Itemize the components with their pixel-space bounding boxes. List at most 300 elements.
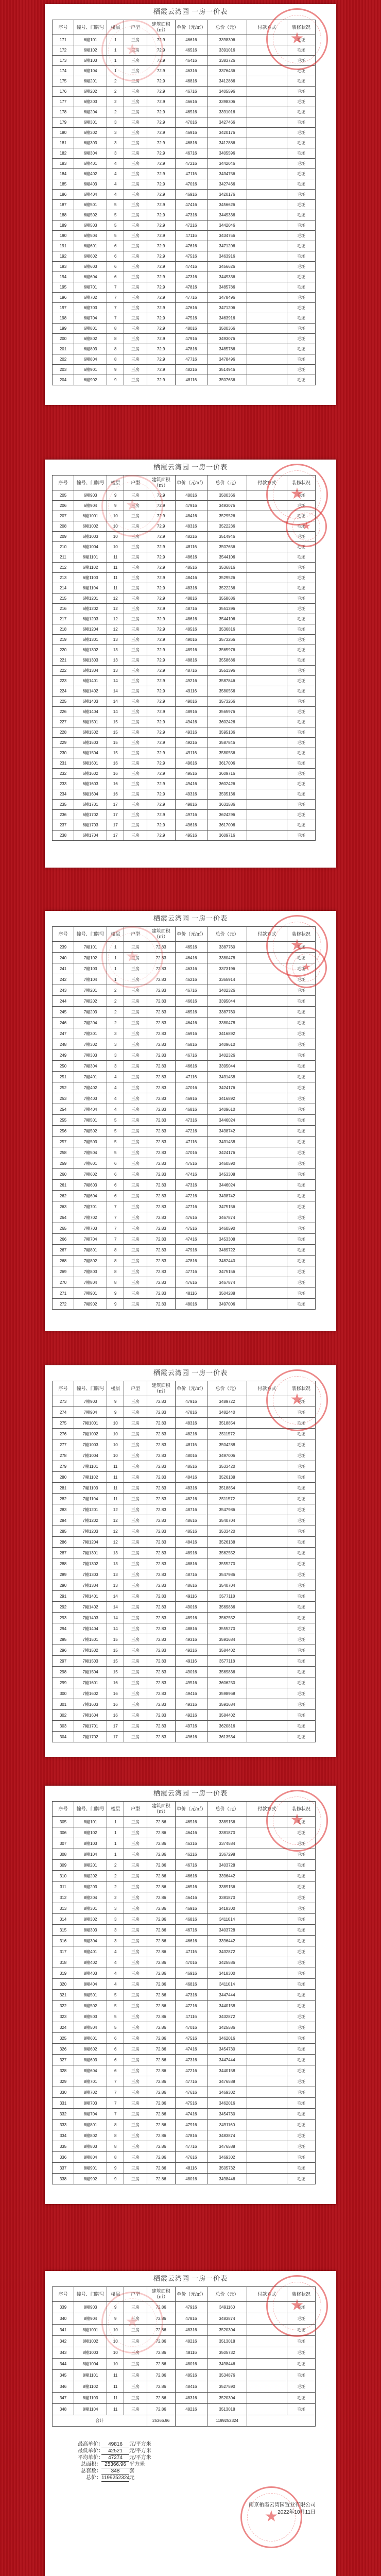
table-cell: 8 bbox=[107, 1245, 124, 1256]
table-cell: 6幢601 bbox=[74, 241, 107, 251]
table-cell bbox=[247, 1039, 287, 1050]
table-cell: 5 bbox=[107, 2022, 124, 2033]
table-cell: 3534876 bbox=[207, 2370, 247, 2381]
table-cell: 72.83 bbox=[147, 1667, 175, 1677]
table-cell: 毛坯 bbox=[287, 655, 315, 666]
column-header: 单价（元/㎡） bbox=[175, 476, 207, 490]
table-cell: 3471206 bbox=[207, 303, 247, 313]
table-cell: 3373196 bbox=[207, 963, 247, 974]
table-cell: 7幢1001 bbox=[74, 1418, 107, 1429]
table-cell: 8幢104 bbox=[74, 1849, 107, 1860]
table-cell: 3396442 bbox=[207, 1871, 247, 1882]
table-cell: 3380478 bbox=[207, 953, 247, 963]
table-cell: 3456626 bbox=[207, 262, 247, 272]
table-cell: 3491160 bbox=[207, 2302, 247, 2313]
table-cell: 8幢1104 bbox=[74, 2404, 107, 2415]
table-cell: 281 bbox=[53, 1483, 74, 1494]
table-row bbox=[53, 1569, 316, 1580]
table-cell: 72.86 bbox=[147, 2141, 175, 2152]
table-cell: 7幢403 bbox=[74, 1093, 107, 1104]
table-cell: 3427466 bbox=[207, 117, 247, 128]
summary-line bbox=[78, 2461, 151, 2468]
table-cell: 三房 bbox=[124, 748, 147, 758]
table-cell: 49616 bbox=[175, 1732, 207, 1742]
table-cell bbox=[247, 2087, 287, 2098]
table-cell: 7幢1502 bbox=[74, 1645, 107, 1656]
table-cell: 250 bbox=[53, 1061, 74, 1072]
table-cell: 46716 bbox=[175, 1925, 207, 1936]
table-cell: 3527590 bbox=[207, 2381, 247, 2393]
table-row bbox=[53, 262, 316, 272]
table-cell bbox=[247, 1461, 287, 1472]
table-cell: 6幢1501 bbox=[74, 717, 107, 727]
table-cell: 毛坯 bbox=[287, 1602, 315, 1613]
table-cell: 三房 bbox=[124, 117, 147, 128]
table-cell: 47316 bbox=[175, 1990, 207, 2001]
table-cell: 三房 bbox=[124, 1860, 147, 1871]
table-cell: 5 bbox=[107, 1115, 124, 1126]
table-cell: 49016 bbox=[175, 1602, 207, 1613]
column-header: 单价（元/㎡） bbox=[175, 20, 207, 35]
table-cell: 72.86 bbox=[147, 1882, 175, 1892]
table-cell: 7 bbox=[107, 1201, 124, 1212]
table-cell: 三房 bbox=[124, 2313, 147, 2325]
table-cell: 198 bbox=[53, 313, 74, 324]
table-cell: 343 bbox=[53, 2347, 74, 2359]
table-cell: 6 bbox=[107, 1169, 124, 1180]
table-cell bbox=[247, 1201, 287, 1212]
table-cell: 毛坯 bbox=[287, 1677, 315, 1688]
total-cell bbox=[247, 2415, 316, 2427]
table-cell: 9 bbox=[107, 2163, 124, 2174]
summary-label: 最高单价： bbox=[78, 2442, 103, 2447]
table-cell: 7幢1002 bbox=[74, 1429, 107, 1439]
table-cell bbox=[247, 1721, 287, 1732]
table-cell: 三房 bbox=[124, 35, 147, 45]
table-cell: 毛坯 bbox=[287, 1169, 315, 1180]
table-cell: 3389156 bbox=[207, 1882, 247, 1892]
column-header: 付款方式 bbox=[247, 927, 287, 942]
table-cell: 8幢504 bbox=[74, 2022, 107, 2033]
table-cell: 三房 bbox=[124, 707, 147, 717]
table-cell bbox=[247, 800, 287, 810]
table-cell bbox=[247, 1569, 287, 1580]
table-cell: 47316 bbox=[175, 272, 207, 282]
table-cell: 323 bbox=[53, 2011, 74, 2022]
table-cell: 7幢902 bbox=[74, 1299, 107, 1310]
table-cell bbox=[247, 128, 287, 138]
table-cell: 49216 bbox=[175, 738, 207, 748]
table-row bbox=[53, 1946, 316, 1957]
table-cell: 309 bbox=[53, 1860, 74, 1871]
table-cell bbox=[247, 1072, 287, 1082]
table-cell: 49816 bbox=[175, 800, 207, 810]
table-cell: 3507656 bbox=[207, 542, 247, 552]
table-cell: 三房 bbox=[124, 686, 147, 697]
table-row bbox=[53, 2087, 316, 2098]
table-row bbox=[53, 1602, 316, 1613]
table-cell: 298 bbox=[53, 1667, 74, 1677]
table-cell: 72.9 bbox=[147, 717, 175, 727]
table-cell: 三房 bbox=[124, 303, 147, 313]
table-cell: 329 bbox=[53, 2076, 74, 2087]
table-cell: 3 bbox=[107, 117, 124, 128]
table-cell: 336 bbox=[53, 2152, 74, 2163]
table-row bbox=[53, 1548, 316, 1558]
table-cell: 46816 bbox=[175, 1039, 207, 1050]
table-cell: 7幢304 bbox=[74, 1061, 107, 1072]
table-cell: 72.9 bbox=[147, 303, 175, 313]
table-cell: 229 bbox=[53, 738, 74, 748]
table-cell: 三房 bbox=[124, 604, 147, 614]
table-cell: 三房 bbox=[124, 1072, 147, 1082]
table-cell: 3513018 bbox=[207, 2336, 247, 2347]
table-cell: 8幢403 bbox=[74, 1968, 107, 1979]
table-row bbox=[53, 2336, 316, 2347]
table-cell bbox=[247, 354, 287, 365]
table-cell: 9 bbox=[107, 1299, 124, 1310]
table-cell bbox=[247, 1526, 287, 1537]
table-cell: 3507656 bbox=[207, 375, 247, 385]
table-cell bbox=[247, 2347, 287, 2359]
table-cell: 6幢402 bbox=[74, 169, 107, 179]
table-cell: 3 bbox=[107, 1903, 124, 1914]
table-cell: 3551396 bbox=[207, 604, 247, 614]
table-cell: 三房 bbox=[124, 1245, 147, 1256]
table-cell: 6幢801 bbox=[74, 324, 107, 334]
table-row bbox=[53, 1137, 316, 1147]
table-cell: 三房 bbox=[124, 1147, 147, 1158]
table-cell: 48616 bbox=[175, 614, 207, 624]
table-row bbox=[53, 1860, 316, 1871]
table-cell: 3 bbox=[107, 138, 124, 148]
table-cell: 3617006 bbox=[207, 758, 247, 769]
price-table bbox=[52, 1381, 316, 1742]
table-cell: 8幢702 bbox=[74, 2087, 107, 2098]
table-cell: 3475156 bbox=[207, 1266, 247, 1277]
table-cell: 248 bbox=[53, 1039, 74, 1050]
table-cell: 3365914 bbox=[207, 974, 247, 985]
table-cell: 72.9 bbox=[147, 375, 175, 385]
column-header: 付款方式 bbox=[247, 20, 287, 35]
table-row bbox=[53, 2055, 316, 2065]
table-cell: 毛坯 bbox=[287, 779, 315, 789]
column-header: 单价（元/㎡） bbox=[175, 927, 207, 942]
table-cell: 三房 bbox=[124, 169, 147, 179]
column-header: 幢号、门牌号 bbox=[74, 1381, 107, 1396]
sheet-title: 栖霞云湾园 一房一价表 bbox=[153, 463, 228, 471]
table-cell: 8幢404 bbox=[74, 1979, 107, 1990]
table-row bbox=[53, 1277, 316, 1288]
table-cell bbox=[247, 251, 287, 262]
table-cell: 三房 bbox=[124, 2141, 147, 2152]
table-cell: 72.83 bbox=[147, 1039, 175, 1050]
table-row bbox=[53, 324, 316, 334]
table-cell: 毛坯 bbox=[287, 2313, 315, 2325]
table-cell: 6幢1101 bbox=[74, 552, 107, 563]
seal-stamp bbox=[101, 475, 163, 537]
table-cell: 8幢103 bbox=[74, 1838, 107, 1849]
table-cell: 72.83 bbox=[147, 1461, 175, 1472]
table-cell bbox=[247, 1591, 287, 1602]
table-cell: 毛坯 bbox=[287, 56, 315, 66]
sheet-title: 栖霞云湾园 一房一价表 bbox=[153, 1789, 228, 1797]
table-cell: 6幢1103 bbox=[74, 573, 107, 583]
table-cell: 72.83 bbox=[147, 1266, 175, 1277]
column-header: 幢号、门牌号 bbox=[74, 476, 107, 490]
table-cell: 47216 bbox=[175, 159, 207, 169]
table-cell: 3416892 bbox=[207, 1093, 247, 1104]
table-cell: 47416 bbox=[175, 1234, 207, 1245]
table-cell: 72.86 bbox=[147, 2076, 175, 2087]
table-cell: 7幢202 bbox=[74, 996, 107, 1007]
table-cell: 3569836 bbox=[207, 1602, 247, 1613]
table-cell: 三房 bbox=[124, 2152, 147, 2163]
table-cell: 260 bbox=[53, 1169, 74, 1180]
total-row bbox=[53, 2415, 316, 2427]
table-cell: 46716 bbox=[175, 985, 207, 996]
table-cell bbox=[247, 1892, 287, 1903]
table-cell: 三房 bbox=[124, 645, 147, 655]
table-cell: 195 bbox=[53, 282, 74, 293]
table-cell bbox=[247, 1494, 287, 1504]
table-cell bbox=[247, 87, 287, 97]
table-cell: 72.83 bbox=[147, 1396, 175, 1407]
table-cell: 3500366 bbox=[207, 324, 247, 334]
table-cell: 6幢504 bbox=[74, 231, 107, 241]
table-cell: 毛坯 bbox=[287, 1990, 315, 2001]
table-cell: 290 bbox=[53, 1580, 74, 1591]
table-cell: 10 bbox=[107, 2359, 124, 2370]
table-cell: 47616 bbox=[175, 241, 207, 251]
table-cell: 72.83 bbox=[147, 1288, 175, 1299]
table-cell bbox=[247, 789, 287, 800]
table-cell: 三房 bbox=[124, 963, 147, 974]
table-cell: 6幢502 bbox=[74, 210, 107, 221]
table-cell: 3402326 bbox=[207, 985, 247, 996]
table-cell: 214 bbox=[53, 583, 74, 594]
table-cell: 毛坯 bbox=[287, 942, 315, 953]
table-cell: 47316 bbox=[175, 2055, 207, 2065]
table-cell: 72.83 bbox=[147, 942, 175, 953]
table-row bbox=[53, 697, 316, 707]
table-cell: 3505732 bbox=[207, 2163, 247, 2174]
table-cell: 72.9 bbox=[147, 272, 175, 282]
table-row bbox=[53, 1472, 316, 1483]
column-header: 装修状况 bbox=[287, 1381, 315, 1396]
table-cell: 12 bbox=[107, 614, 124, 624]
table-cell: 5 bbox=[107, 210, 124, 221]
table-cell: 72.83 bbox=[147, 1201, 175, 1212]
table-cell: 46916 bbox=[175, 128, 207, 138]
table-cell: 三房 bbox=[124, 738, 147, 748]
table-cell: 72.83 bbox=[147, 1537, 175, 1548]
table-cell: 7幢801 bbox=[74, 1245, 107, 1256]
table-cell: 72.83 bbox=[147, 1007, 175, 1018]
column-header: 装修状况 bbox=[287, 20, 315, 35]
table-cell: 46716 bbox=[175, 87, 207, 97]
table-cell: 3469302 bbox=[207, 2152, 247, 2163]
table-cell: 3514946 bbox=[207, 365, 247, 375]
company-name: 南京栖霞云湾园置业有限公司 bbox=[249, 2502, 316, 2508]
column-header: 序号 bbox=[53, 2287, 74, 2302]
table-cell: 三房 bbox=[124, 831, 147, 841]
table-cell: 9 bbox=[107, 365, 124, 375]
table-cell: 72.9 bbox=[147, 56, 175, 66]
table-cell: 6幢1602 bbox=[74, 769, 107, 779]
table-cell: 7幢501 bbox=[74, 1115, 107, 1126]
table-row bbox=[53, 2120, 316, 2130]
table-cell: 毛坯 bbox=[287, 501, 315, 511]
total-cell: 25366.96 bbox=[147, 2415, 175, 2427]
table-cell: 3617006 bbox=[207, 820, 247, 831]
table-cell: 72.86 bbox=[147, 1849, 175, 1860]
table-cell: 三房 bbox=[124, 2109, 147, 2120]
table-cell: 三房 bbox=[124, 1957, 147, 1968]
table-cell bbox=[247, 1623, 287, 1634]
table-cell: 3526138 bbox=[207, 1472, 247, 1483]
table-cell: 三房 bbox=[124, 1827, 147, 1838]
table-cell: 毛坯 bbox=[287, 1710, 315, 1721]
table-cell: 47116 bbox=[175, 1137, 207, 1147]
summary-label: 总面积： bbox=[81, 2462, 101, 2467]
table-cell: 毛坯 bbox=[287, 2302, 315, 2313]
table-cell: 毛坯 bbox=[287, 2120, 315, 2130]
table-cell: 8 bbox=[107, 1277, 124, 1288]
seal-stamp bbox=[266, 1790, 328, 1852]
table-cell: 46316 bbox=[175, 66, 207, 76]
table-cell: 三房 bbox=[124, 1396, 147, 1407]
table-cell: 47416 bbox=[175, 1169, 207, 1180]
table-cell: 72.9 bbox=[147, 666, 175, 676]
table-cell: 72.83 bbox=[147, 1180, 175, 1191]
table-cell: 47616 bbox=[175, 1212, 207, 1223]
table-cell: 48216 bbox=[175, 532, 207, 542]
table-cell: 72.9 bbox=[147, 758, 175, 769]
table-cell: 3467874 bbox=[207, 1212, 247, 1223]
column-header: 幢号、门牌号 bbox=[74, 927, 107, 942]
table-cell: 16 bbox=[107, 1710, 124, 1721]
table-cell: 220 bbox=[53, 645, 74, 655]
table-cell: 3440158 bbox=[207, 2001, 247, 2011]
table-cell: 毛坯 bbox=[287, 707, 315, 717]
table-cell: 3520304 bbox=[207, 2393, 247, 2404]
table-cell: 3405596 bbox=[207, 87, 247, 97]
table-row bbox=[53, 1892, 316, 1903]
column-header: 建筑面积（㎡） bbox=[147, 2287, 175, 2302]
table-cell: 毛坯 bbox=[287, 1515, 315, 1526]
table-cell: 235 bbox=[53, 800, 74, 810]
table-cell: 毛坯 bbox=[287, 354, 315, 365]
table-cell bbox=[247, 1548, 287, 1558]
table-cell: 9 bbox=[107, 490, 124, 501]
table-cell: 72.83 bbox=[147, 1677, 175, 1688]
table-cell: 毛坯 bbox=[287, 1548, 315, 1558]
table-cell: 325 bbox=[53, 2033, 74, 2044]
table-cell: 72.83 bbox=[147, 1569, 175, 1580]
table-row bbox=[53, 313, 316, 324]
table-row bbox=[53, 604, 316, 614]
table-cell: 毛坯 bbox=[287, 594, 315, 604]
table-cell: 72.9 bbox=[147, 686, 175, 697]
table-cell: 72.86 bbox=[147, 2055, 175, 2065]
table-cell bbox=[247, 1245, 287, 1256]
table-cell: 7幢1303 bbox=[74, 1569, 107, 1580]
table-cell: 313 bbox=[53, 1903, 74, 1914]
table-row bbox=[53, 1732, 316, 1742]
column-header: 楼层 bbox=[107, 927, 124, 942]
table-cell: 48216 bbox=[175, 1494, 207, 1504]
table-cell: 三房 bbox=[124, 2174, 147, 2184]
table-cell: 三房 bbox=[124, 1925, 147, 1936]
table-cell: 265 bbox=[53, 1223, 74, 1234]
table-row bbox=[53, 2141, 316, 2152]
table-cell: 三房 bbox=[124, 1104, 147, 1115]
table-cell bbox=[247, 262, 287, 272]
table-cell: 10 bbox=[107, 521, 124, 532]
table-cell: 2 bbox=[107, 76, 124, 87]
table-cell: 339 bbox=[53, 2302, 74, 2313]
column-header: 楼层 bbox=[107, 476, 124, 490]
table-cell: 8 bbox=[107, 2141, 124, 2152]
table-cell: 8幢802 bbox=[74, 2130, 107, 2141]
table-cell: 47516 bbox=[175, 1223, 207, 1234]
table-row bbox=[53, 2044, 316, 2055]
column-header: 户型 bbox=[124, 20, 147, 35]
table-cell: 217 bbox=[53, 614, 74, 624]
table-cell: 3631586 bbox=[207, 800, 247, 810]
table-cell: 72.83 bbox=[147, 1418, 175, 1429]
table-cell: 15 bbox=[107, 748, 124, 758]
table-cell: 3460590 bbox=[207, 1223, 247, 1234]
table-cell: 6幢803 bbox=[74, 344, 107, 354]
table-cell bbox=[247, 97, 287, 107]
table-cell: 72.86 bbox=[147, 1990, 175, 2001]
table-row bbox=[53, 1936, 316, 1946]
table-cell: 1 bbox=[107, 1827, 124, 1838]
table-cell: 7幢102 bbox=[74, 953, 107, 963]
table-cell: 273 bbox=[53, 1396, 74, 1407]
table-cell: 47116 bbox=[175, 169, 207, 179]
table-cell bbox=[247, 231, 287, 241]
table-cell: 306 bbox=[53, 1827, 74, 1838]
table-row bbox=[53, 800, 316, 810]
table-cell: 9 bbox=[107, 501, 124, 511]
table-cell: 6幢301 bbox=[74, 117, 107, 128]
table-cell bbox=[247, 1450, 287, 1461]
table-row bbox=[53, 1537, 316, 1548]
table-cell: 三房 bbox=[124, 1515, 147, 1526]
table-cell bbox=[247, 107, 287, 117]
table-cell: 6幢701 bbox=[74, 282, 107, 293]
table-cell: 15 bbox=[107, 727, 124, 738]
table-cell: 3475156 bbox=[207, 1201, 247, 1212]
table-cell: 14 bbox=[107, 1591, 124, 1602]
table-cell: 6幢802 bbox=[74, 334, 107, 344]
table-cell: 3533420 bbox=[207, 1526, 247, 1537]
table-cell: 3367298 bbox=[207, 1849, 247, 1860]
table-cell bbox=[247, 221, 287, 231]
table-cell: 3425586 bbox=[207, 1957, 247, 1968]
table-cell: 三房 bbox=[124, 2120, 147, 2130]
table-row bbox=[53, 1266, 316, 1277]
table-cell: 3412886 bbox=[207, 138, 247, 148]
table-row bbox=[53, 1028, 316, 1039]
table-cell: 三房 bbox=[124, 1169, 147, 1180]
table-row bbox=[53, 666, 316, 676]
table-cell: 72.86 bbox=[147, 2130, 175, 2141]
table-cell bbox=[247, 686, 287, 697]
